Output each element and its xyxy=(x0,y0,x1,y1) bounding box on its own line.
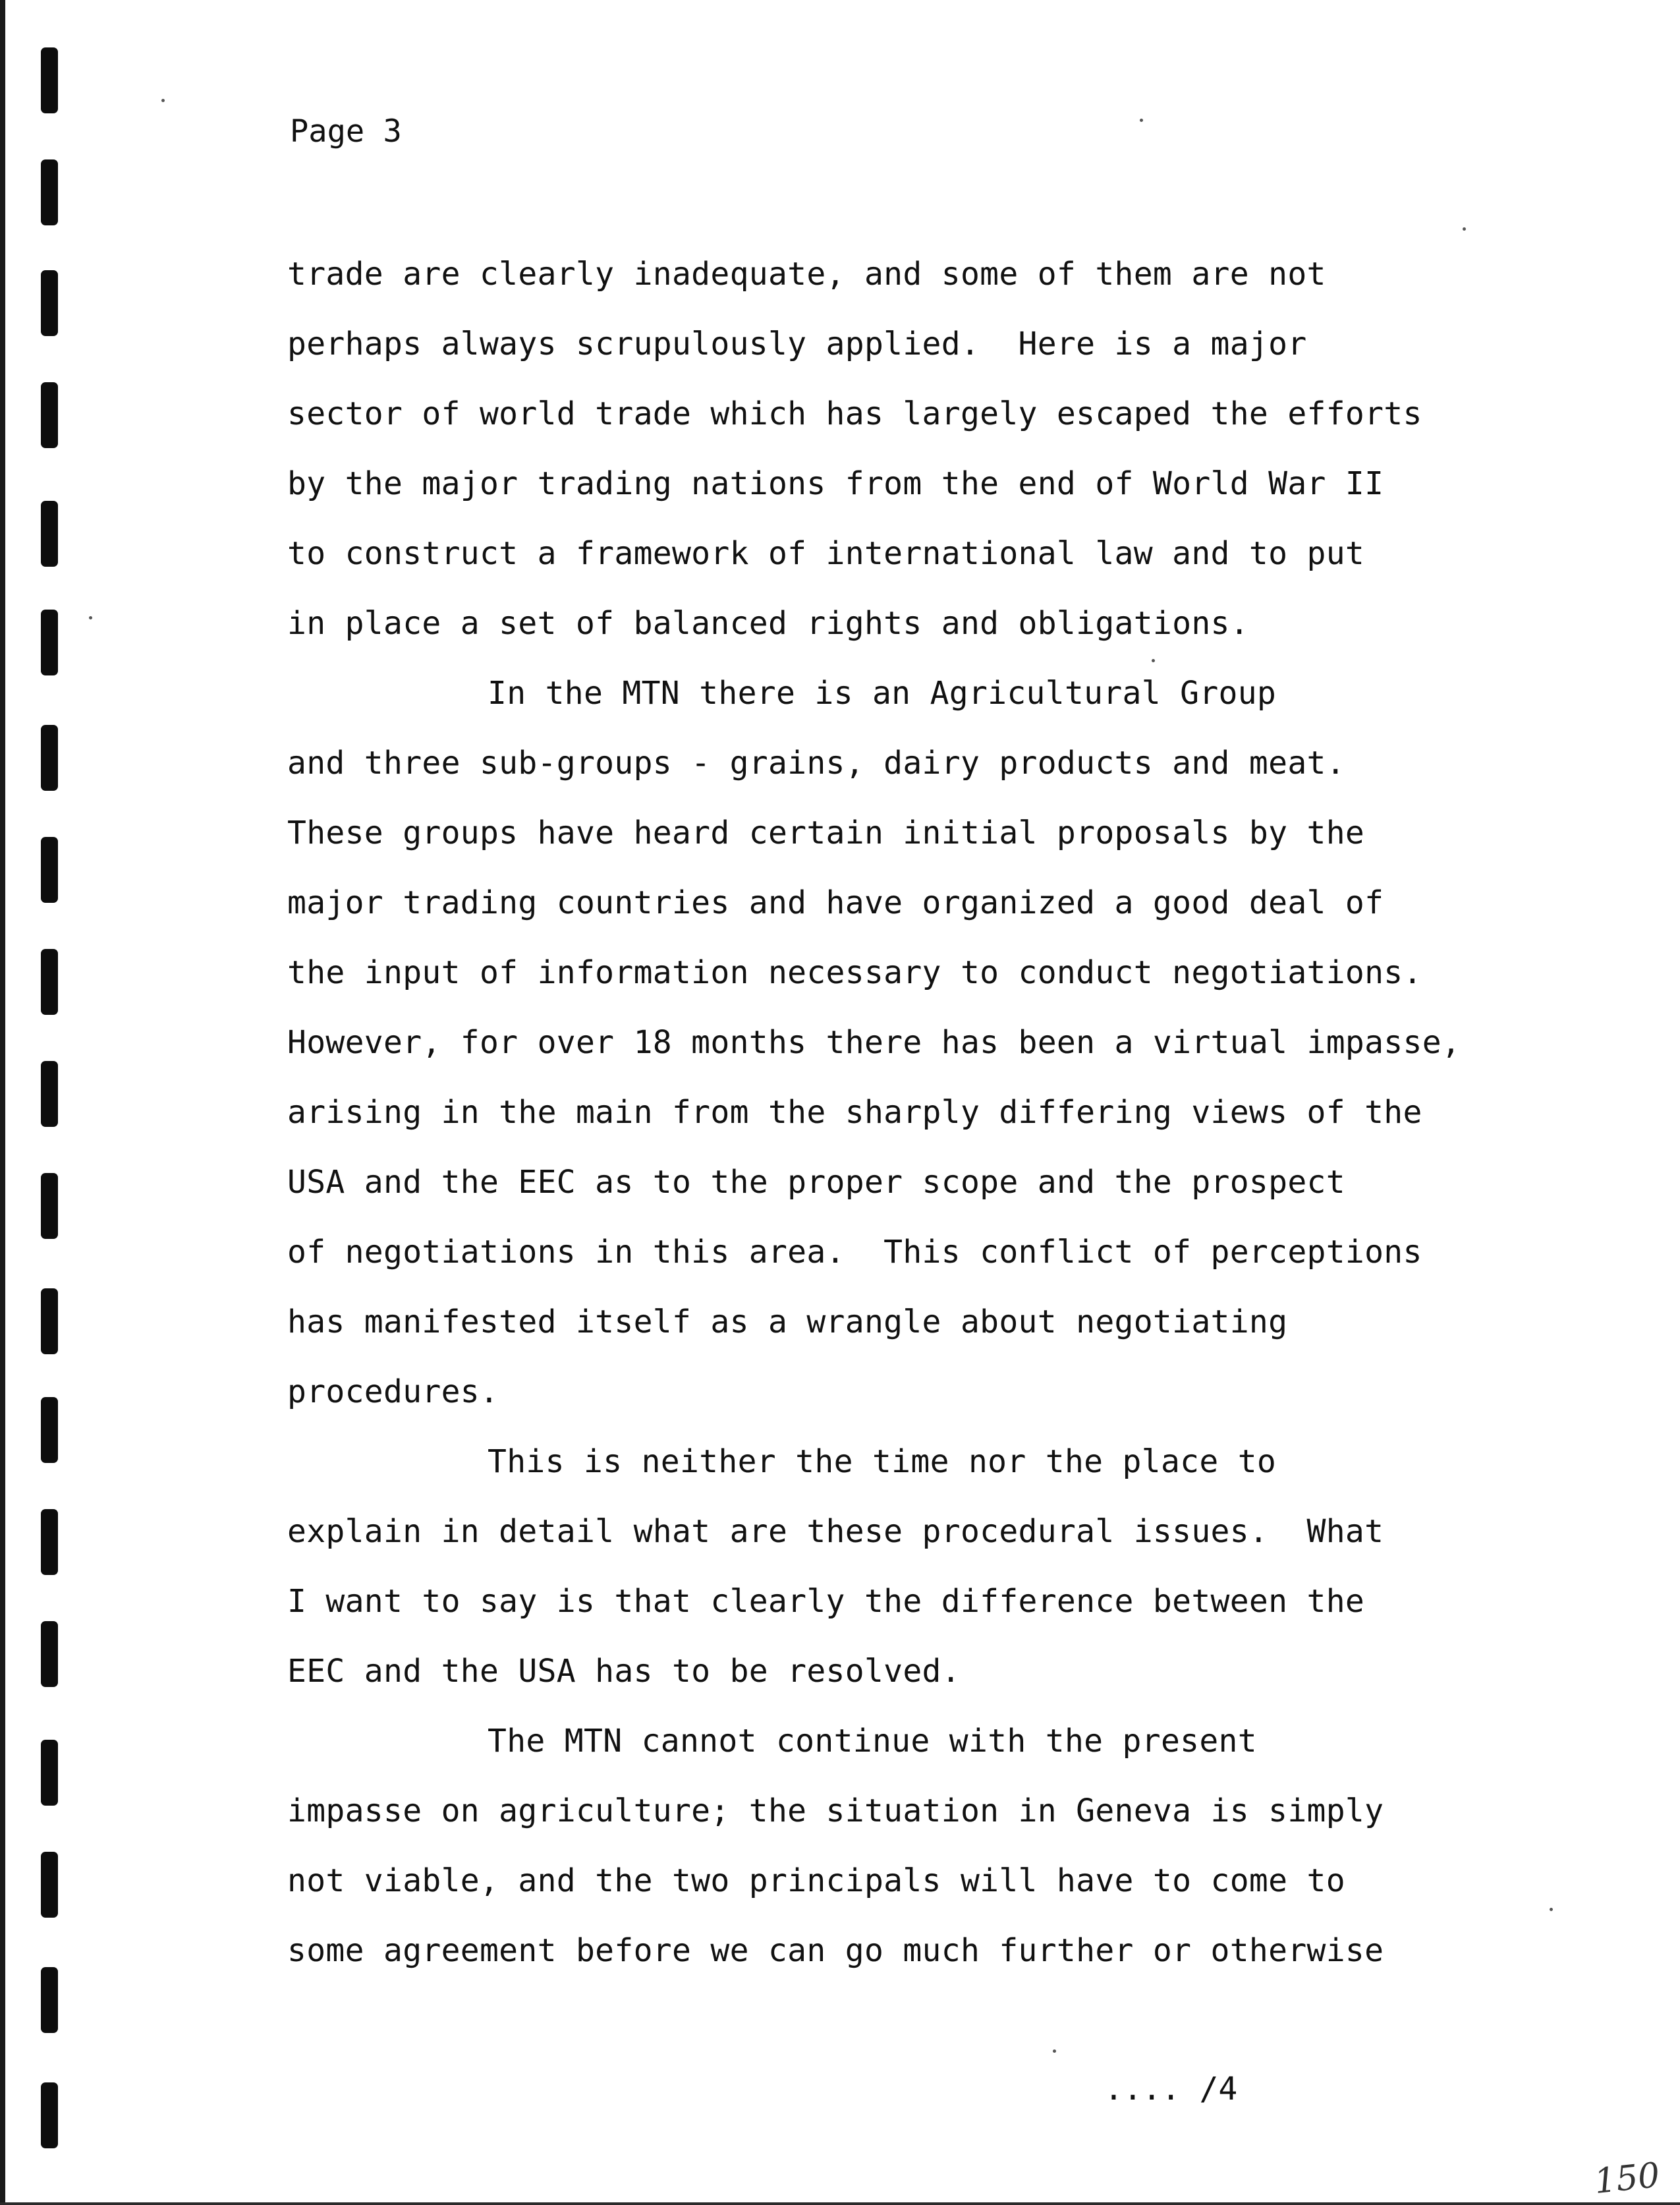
scan-speck xyxy=(89,616,92,619)
body-text-line: major trading countries and have organized a good deal of xyxy=(287,884,1384,921)
scan-speck xyxy=(161,99,165,102)
body-text-line: These groups have heard certain initial proposals by the xyxy=(287,815,1365,851)
body-text-line: in place a set of balanced rights and obligations. xyxy=(287,605,1249,642)
body-text-line: perhaps always scrupulously applied. Here is a major xyxy=(287,326,1307,362)
continuation-marker: .... /4 xyxy=(1104,2071,1238,2107)
body-text-line: This is neither the time nor the place to xyxy=(488,1443,1277,1480)
body-text-line: I want to say is that clearly the difference between the xyxy=(287,1583,1365,1620)
body-text-line: by the major trading nations from the end of World War II xyxy=(287,465,1384,502)
body-text-line: explain in detail what are these procedural issues. What xyxy=(287,1513,1384,1550)
body-text-line: to construct a framework of international law and to put xyxy=(287,535,1365,572)
body-text-line: impasse on agriculture; the situation in Geneva is simply xyxy=(287,1792,1384,1829)
scan-speck xyxy=(1140,119,1143,122)
scan-speck xyxy=(1463,227,1466,231)
scan-speck xyxy=(1053,2049,1056,2053)
body-text-line: arising in the main from the sharply differing views of the xyxy=(287,1094,1422,1131)
body-text-line: not viable, and the two principals will have to come to xyxy=(287,1862,1345,1899)
body-text-line: trade are clearly inadequate, and some of them are not xyxy=(287,256,1326,293)
body-text-line: USA and the EEC as to the proper scope and the prospect xyxy=(287,1164,1345,1201)
body-text-line: and three sub-groups - grains, dairy products and meat. xyxy=(287,745,1345,782)
body-text-line: of negotiations in this area. This conflict of perceptions xyxy=(287,1234,1422,1271)
body-text-line: However, for over 18 months there has been a virtual impasse, xyxy=(287,1024,1461,1061)
body-text-line: has manifested itself as a wrangle about negotiating xyxy=(287,1303,1288,1340)
body-text-line: sector of world trade which has largely escaped the efforts xyxy=(287,395,1422,432)
scan-speck xyxy=(1550,1908,1553,1911)
body-text-line: EEC and the USA has to be resolved. xyxy=(287,1653,961,1690)
body-text-line: The MTN cannot continue with the present xyxy=(488,1723,1257,1760)
body-text-line: In the MTN there is an Agricultural Group xyxy=(488,675,1277,712)
body-text-line: procedures. xyxy=(287,1373,499,1410)
body-text-line: some agreement before we can go much further or otherwise xyxy=(287,1932,1384,1969)
page-number-label: Page 3 xyxy=(290,113,402,150)
scan-speck xyxy=(1152,659,1155,662)
handwritten-page-number: 150 xyxy=(1592,2155,1662,2202)
body-text-line: the input of information necessary to conduct negotiations. xyxy=(287,954,1422,991)
